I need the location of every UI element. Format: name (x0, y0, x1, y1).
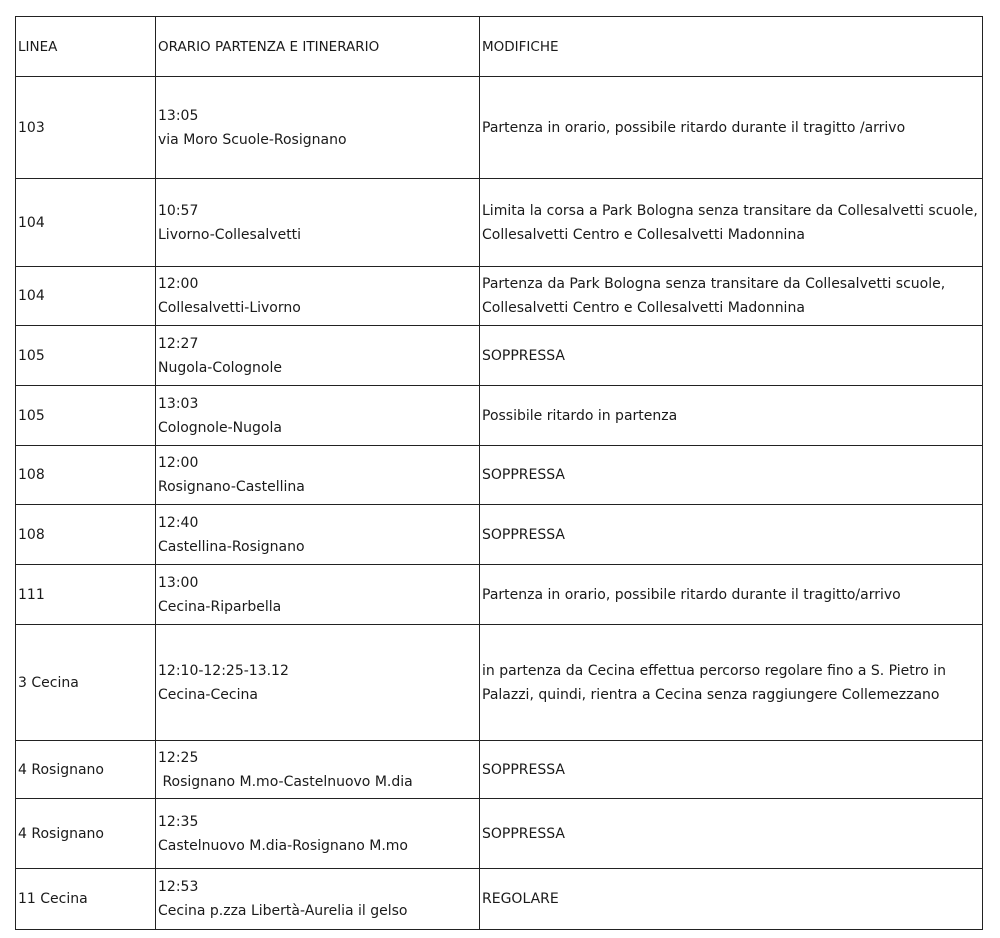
route: Collesalvetti-Livorno (158, 300, 301, 316)
table-row (16, 741, 983, 799)
cell-linea: 3 Cecina (16, 625, 156, 741)
table-row (16, 565, 983, 625)
route: Rosignano-Castellina (158, 479, 305, 495)
cell-orario (156, 326, 480, 386)
route: Cecina-Cecina (158, 686, 258, 703)
cell-modifiche: REGOLARE (480, 869, 983, 930)
schedule-table (15, 16, 983, 930)
cell-modifiche: SOPPRESSA (480, 799, 983, 869)
cell-modifiche: Partenza da Park Bologna senza transitare da Collesalvetti scuole, Collesalvetti Centro e Collesalvetti Madonnina (480, 267, 983, 326)
table-row (16, 326, 983, 386)
table-row (16, 77, 983, 179)
table-row (16, 869, 983, 930)
table-row (16, 386, 983, 446)
departure-time: 12:40 (158, 514, 199, 531)
cell-linea: 4 Rosignano (16, 741, 156, 799)
cell-orario (156, 386, 480, 446)
route: Cecina p.zza Libertà-Aurelia il gelso (158, 903, 408, 919)
departure-time: 12:35 (158, 813, 199, 830)
cell-orario (156, 741, 480, 799)
departure-time: 12:27 (158, 335, 199, 352)
cell-modifiche: SOPPRESSA (480, 446, 983, 505)
cell-modifiche: Partenza in orario, possibile ritardo durante il tragitto/arrivo (480, 565, 983, 625)
cell-linea: 11 Cecina (16, 869, 156, 930)
header-orario: ORARIO PARTENZA E ITINERARIO (156, 17, 480, 77)
cell-linea: 111 (16, 565, 156, 625)
cell-modifiche: Partenza in orario, possibile ritardo durante il tragitto /arrivo (480, 77, 983, 179)
table-row (16, 179, 983, 267)
departure-time: 13:00 (158, 574, 199, 591)
cell-modifiche: Limita la corsa a Park Bologna senza transitare da Collesalvetti scuole, Collesalvetti Centro e Collesalvetti Madonnina (480, 179, 983, 267)
cell-orario (156, 625, 480, 741)
departure-time: 12:53 (158, 879, 199, 895)
cell-modifiche: Possibile ritardo in partenza (480, 386, 983, 446)
departure-time: 12:00 (158, 455, 199, 471)
route: Rosignano M.mo-Castelnuovo M.dia (158, 773, 413, 790)
route: Castellina-Rosignano (158, 538, 305, 555)
cell-orario (156, 869, 480, 930)
table-header-row (16, 17, 983, 77)
cell-modifiche: SOPPRESSA (480, 741, 983, 799)
cell-linea: 108 (16, 446, 156, 505)
cell-linea: 4 Rosignano (16, 799, 156, 869)
cell-modifiche: SOPPRESSA (480, 326, 983, 386)
cell-linea: 108 (16, 505, 156, 565)
departure-time: 10:57 (158, 202, 199, 219)
cell-orario (156, 179, 480, 267)
departure-time: 12:00 (158, 276, 199, 292)
cell-linea: 103 (16, 77, 156, 179)
cell-orario (156, 565, 480, 625)
cell-orario (156, 505, 480, 565)
departure-time: 13:03 (158, 395, 199, 412)
route: Cecina-Riparbella (158, 598, 282, 615)
cell-orario (156, 267, 480, 326)
cell-orario (156, 446, 480, 505)
table-row (16, 267, 983, 326)
route: Livorno-Collesalvetti (158, 226, 302, 243)
route: Colognole-Nugola (158, 419, 282, 436)
route: Nugola-Colognole (158, 359, 282, 376)
header-modifiche: MODIFICHE (480, 17, 983, 77)
table-row (16, 799, 983, 869)
cell-modifiche: in partenza da Cecina effettua percorso regolare fino a S. Pietro in Palazzi, quindi, rientra a Cecina senza raggiungere Collemezzano (480, 625, 983, 741)
table-row (16, 446, 983, 505)
table-row (16, 625, 983, 741)
cell-linea: 104 (16, 267, 156, 326)
cell-modifiche: SOPPRESSA (480, 505, 983, 565)
route: via Moro Scuole-Rosignano (158, 131, 347, 148)
cell-linea: 104 (16, 179, 156, 267)
header-linea: LINEA (16, 17, 156, 77)
cell-linea: 105 (16, 326, 156, 386)
cell-orario (156, 799, 480, 869)
departure-time: 13:05 (158, 107, 199, 124)
departure-time: 12:10-12:25-13.12 (158, 662, 289, 679)
cell-orario (156, 77, 480, 179)
route: Castelnuovo M.dia-Rosignano M.mo (158, 837, 408, 854)
cell-linea: 105 (16, 386, 156, 446)
departure-time: 12:25 (158, 749, 199, 766)
table-row (16, 505, 983, 565)
